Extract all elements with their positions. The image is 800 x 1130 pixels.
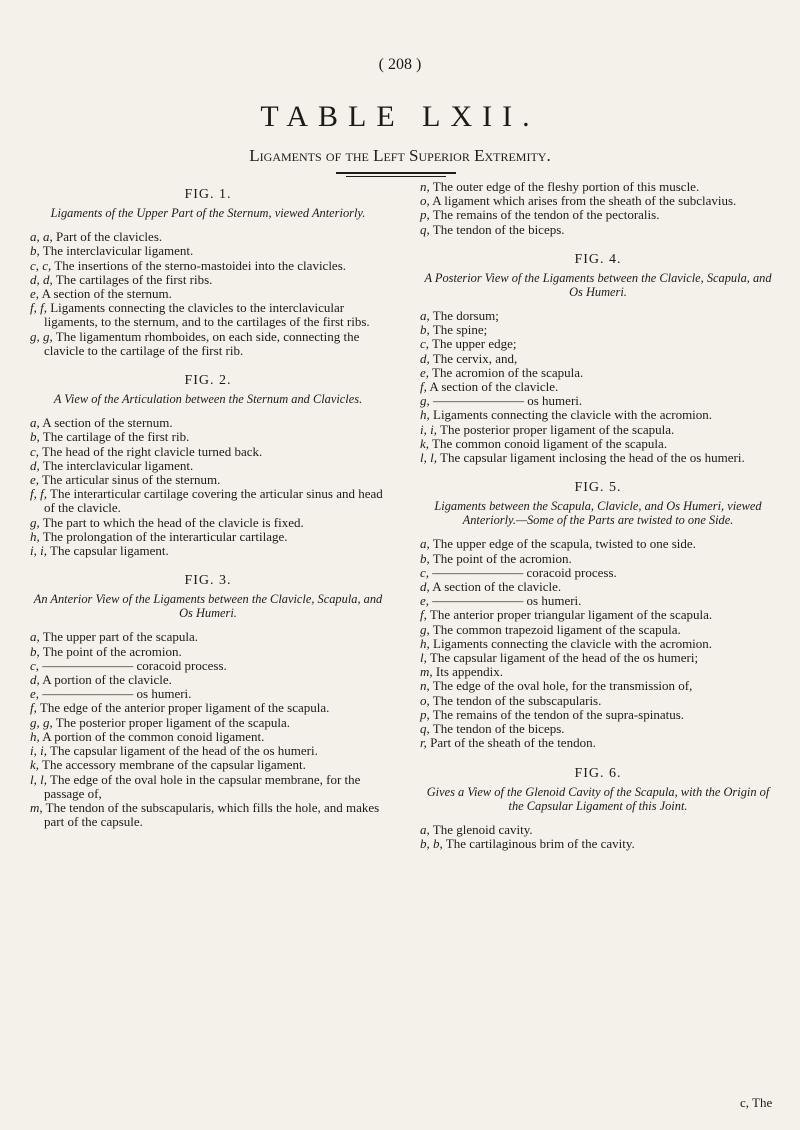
legend-entry <box>420 208 776 222</box>
entry-text: The cartilages of the first ribs. <box>55 271 213 287</box>
entry-label: d, d, <box>30 271 53 287</box>
entry-label: c, c, <box>30 257 52 273</box>
entry-label: d, <box>30 672 40 688</box>
entry-label: h, <box>30 728 40 744</box>
legend-entry <box>30 473 386 487</box>
entry-label: e, <box>420 593 430 609</box>
entry-text: A section of the clavicle. <box>429 379 559 395</box>
legend-entry <box>420 552 776 566</box>
catchword: c, The <box>740 1095 773 1110</box>
entry-label: a, <box>420 821 430 837</box>
legend-entry <box>420 594 776 608</box>
section-spacer <box>30 558 386 566</box>
entry-text: The edge of the anterior proper ligament of the scapula. <box>39 700 330 716</box>
entry-text: The tendon of the biceps. <box>432 721 565 737</box>
entry-text: The posterior proper ligament of the scapula. <box>440 421 675 437</box>
legend-entry <box>30 544 386 558</box>
section-spacer <box>30 829 386 837</box>
legend-entry <box>420 223 776 237</box>
entry-text: The interclavicular ligament. <box>42 243 194 259</box>
entry-text: The cervix, and, <box>432 350 518 366</box>
right-column <box>420 180 776 859</box>
entry-label: a, a, <box>30 229 53 245</box>
figure-heading: FIG. 2. <box>184 373 232 389</box>
legend-entry <box>420 736 776 750</box>
entry-text: The edge of the oval hole in the capsular membrane, for the passage of, <box>44 771 361 801</box>
entry-text: The insertions of the sterno-mastoidei into the clavicles. <box>54 257 347 273</box>
entry-text: The articular sinus of the sternum. <box>42 472 221 488</box>
legend-entry <box>30 730 386 744</box>
title-rule-thin <box>346 176 446 177</box>
entry-text: The acromion of the scapula. <box>432 364 584 380</box>
section-spacer <box>420 751 776 759</box>
entry-text: The cartilage of the first rib. <box>42 429 190 445</box>
title-rule <box>336 172 456 174</box>
entry-label: l, l, <box>420 450 437 466</box>
legend-entry <box>30 416 386 430</box>
legend-entry <box>420 352 776 366</box>
legend-entry <box>30 659 386 673</box>
entry-text: A section of the clavicle. <box>432 579 562 595</box>
entry-label: b, <box>420 322 430 338</box>
figure-heading: FIG. 5. <box>574 480 622 496</box>
legend-entry <box>30 430 386 444</box>
entry-text: Part of the sheath of the tendon. <box>430 735 596 751</box>
entry-label: m, <box>30 799 43 815</box>
legend-entry <box>420 694 776 708</box>
entry-label: e, <box>420 364 430 380</box>
legend-entry <box>420 408 776 422</box>
figure-heading: FIG. 6. <box>574 765 622 781</box>
entry-text: The upper edge; <box>432 336 517 352</box>
entry-text: ——————— coracoid process. <box>42 657 227 673</box>
entry-label: g, g, <box>30 714 53 730</box>
entry-label: e, <box>30 286 40 302</box>
entry-text: Ligaments connecting the clavicle with the acromion. <box>433 635 713 651</box>
entry-label: f, <box>30 700 37 716</box>
entry-label: h, <box>420 407 430 423</box>
entry-text: Part of the clavicles. <box>56 229 163 245</box>
legend-entry <box>420 823 776 837</box>
entry-text: The common trapezoid ligament of the scapula. <box>432 621 681 637</box>
entry-label: a, <box>420 536 430 552</box>
entry-text: The glenoid cavity. <box>432 821 533 837</box>
entry-label: p, <box>420 207 430 223</box>
entry-text: The common conoid ligament of the scapula. <box>432 435 668 451</box>
entry-label: i, i, <box>30 743 47 759</box>
entry-label: f, <box>420 379 427 395</box>
figure-description: Gives a View of the Glenoid Cavity of the Scapula, with the Origin of the Capsular Ligament of this Joint. <box>426 784 770 813</box>
legend-entry <box>30 630 386 644</box>
legend-entry <box>30 230 386 244</box>
figure-description: A View of the Articulation between the Sternum and Clavicles. <box>53 392 363 407</box>
entry-label: i, i, <box>30 543 47 559</box>
entry-text: The remains of the tendon of the pectoralis. <box>432 207 660 223</box>
entry-text: The spine; <box>432 322 488 338</box>
entry-text: The anterior proper triangular ligament of the scapula. <box>429 607 713 623</box>
legend-entry <box>30 716 386 730</box>
entry-label: c, <box>420 336 430 352</box>
entry-label: f, f, <box>30 300 47 316</box>
legend-entry <box>30 801 386 829</box>
legend-entry <box>420 837 776 851</box>
entry-label: a, <box>30 415 40 431</box>
legend-entry <box>420 380 776 394</box>
entry-label: m, <box>420 664 433 680</box>
figure-heading: FIG. 4. <box>574 251 622 267</box>
figure-description: An Anterior View of the Ligaments between the Clavicle, Scapula, and Os Humeri. <box>33 592 383 621</box>
entry-text: The capsular ligament of the head of the os humeri; <box>429 650 699 666</box>
entry-label: d, <box>420 350 430 366</box>
legend-entry <box>420 679 776 693</box>
entry-text: The accessory membrane of the capsular ligament. <box>42 757 306 773</box>
entry-text: ——————— os humeri. <box>432 593 582 609</box>
entry-label: c, <box>420 564 430 580</box>
legend-entry <box>30 673 386 687</box>
legend-entry <box>420 309 776 323</box>
legend-entry <box>420 665 776 679</box>
entry-text: The upper edge of the scapula, twisted to one side. <box>432 536 696 552</box>
entry-label: l, l, <box>30 771 47 787</box>
entry-text: Ligaments connecting the clavicle with the acromion. <box>433 407 713 423</box>
page-number: ( 208 ) <box>378 56 422 73</box>
entry-text: The dorsum; <box>432 308 499 324</box>
legend-entry <box>30 487 386 515</box>
page-title: TABLE LXII. <box>260 100 540 133</box>
entry-text: The capsular ligament. <box>50 543 169 559</box>
entry-label: b, <box>30 643 40 659</box>
entry-text: The tendon of the biceps. <box>432 221 565 237</box>
legend-entry <box>420 580 776 594</box>
legend-entry <box>420 394 776 408</box>
entry-label: g, g, <box>30 328 53 344</box>
legend-entry <box>30 773 386 801</box>
entry-label: d, <box>30 457 40 473</box>
legend-entry <box>420 651 776 665</box>
entry-text: The cartilaginous brim of the cavity. <box>445 835 635 851</box>
entry-label: b, b, <box>420 835 443 851</box>
section-spacer <box>30 358 386 366</box>
entry-label: b, <box>30 243 40 259</box>
entry-label: d, <box>420 579 430 595</box>
legend-entry <box>420 722 776 736</box>
entry-text: The point of the acromion. <box>42 643 182 659</box>
legend-entry <box>30 744 386 758</box>
entry-label: o, <box>420 692 430 708</box>
legend-entry <box>420 623 776 637</box>
entry-text: A section of the sternum. <box>42 415 173 431</box>
entry-text: The posterior proper ligament of the scapula. <box>55 714 291 730</box>
legend-entry <box>420 637 776 651</box>
entry-text: The ligamentum rhomboides, on each side, connecting the clavicle to the cartilage of the first rib. <box>44 328 360 358</box>
entry-text: The part to which the head of the clavicle is fixed. <box>42 514 304 530</box>
page-subtitle: Ligaments of the Left Superior Extremity. <box>249 146 551 165</box>
entry-label: k, <box>30 757 40 773</box>
legend-entry <box>30 301 386 329</box>
legend-entry <box>420 437 776 451</box>
legend-entry <box>420 537 776 551</box>
entry-label: n, <box>420 678 430 694</box>
legend-entry <box>30 445 386 459</box>
entry-text: ——————— os humeri. <box>433 393 583 409</box>
legend-entry <box>420 423 776 437</box>
legend-entry <box>30 701 386 715</box>
entry-text: The outer edge of the fleshy portion of this muscle. <box>432 179 700 194</box>
entry-text: ——————— os humeri. <box>42 686 192 702</box>
legend-entry <box>30 330 386 358</box>
entry-label: g, <box>420 393 430 409</box>
legend-entry <box>30 645 386 659</box>
entry-label: c, <box>30 443 40 459</box>
legend-entry <box>30 758 386 772</box>
entry-label: i, i, <box>420 421 437 437</box>
entry-text: Ligaments connecting the clavicles to the interclavicular ligaments, to the sternum, and to the cartilages of the first ribs. <box>44 300 370 330</box>
legend-entry <box>420 708 776 722</box>
entry-text: The remains of the tendon of the supra-spinatus. <box>432 706 685 722</box>
entry-text: A section of the sternum. <box>41 286 172 302</box>
legend-entry <box>420 451 776 465</box>
figure-description: Ligaments between the Scapula, Clavicle, and Os Humeri, viewed Anteriorly.—Some of the Parts are twisted to one Side. <box>434 499 762 528</box>
entry-label: p, <box>420 706 430 722</box>
legend-entry <box>30 273 386 287</box>
entry-text: The head of the right clavicle turned back. <box>42 443 263 459</box>
entry-text: A ligament which arises from the sheath of the subclavius. <box>432 193 737 209</box>
entry-label: c, <box>30 657 40 673</box>
entry-label: l, <box>420 650 427 666</box>
entry-label: f, <box>420 607 427 623</box>
section-spacer <box>420 237 776 245</box>
legend-entry <box>420 180 776 194</box>
entry-label: o, <box>420 193 430 209</box>
legend-entry <box>420 194 776 208</box>
legend-entry <box>30 259 386 273</box>
entry-label: k, <box>420 435 430 451</box>
legend-entry <box>420 608 776 622</box>
figure-heading: FIG. 3. <box>184 573 232 589</box>
entry-text: Its appendix. <box>435 664 504 680</box>
entry-label: g, <box>30 514 40 530</box>
entry-label: q, <box>420 721 430 737</box>
entry-label: f, f, <box>30 486 47 502</box>
entry-label: b, <box>420 550 430 566</box>
entry-text: A portion of the common conoid ligament. <box>42 728 265 744</box>
section-spacer <box>420 851 776 859</box>
entry-label: a, <box>420 308 430 324</box>
entry-label: q, <box>420 221 430 237</box>
entry-label: h, <box>30 528 40 544</box>
legend-entry <box>420 566 776 580</box>
figure-heading: FIG. 1. <box>184 187 232 202</box>
left-column <box>30 180 386 837</box>
section-spacer <box>420 465 776 473</box>
entry-label: h, <box>420 635 430 651</box>
legend-entry <box>30 287 386 301</box>
entry-label: r, <box>420 735 427 751</box>
legend-entry <box>30 459 386 473</box>
entry-label: g, <box>420 621 430 637</box>
entry-label: n, <box>420 179 430 194</box>
entry-label: e, <box>30 472 40 488</box>
legend-entry <box>30 244 386 258</box>
entry-text: ——————— coracoid process. <box>432 564 617 580</box>
legend-entry <box>420 337 776 351</box>
entry-text: The interclavicular ligament. <box>42 457 194 473</box>
legend-entry <box>30 516 386 530</box>
legend-entry <box>30 530 386 544</box>
entry-text: The upper part of the scapula. <box>42 629 198 645</box>
legend-entry <box>30 687 386 701</box>
legend-entry <box>420 366 776 380</box>
entry-text: The edge of the oval hole, for the transmission of, <box>432 678 693 694</box>
entry-text: The point of the acromion. <box>432 550 572 566</box>
figure-description: A Posterior View of the Ligaments between the Clavicle, Scapula, and Os Humeri. <box>424 271 772 300</box>
entry-text: The capsular ligament of the head of the os humeri. <box>50 743 318 759</box>
entry-text: The prolongation of the interarticular cartilage. <box>42 528 288 544</box>
entry-text: The tendon of the subscapularis, which fills the hole, and makes part of the capsule. <box>44 799 380 830</box>
legend-entry <box>420 323 776 337</box>
entry-text: A portion of the clavicle. <box>42 672 172 688</box>
entry-text: The tendon of the subscapularis. <box>432 692 602 708</box>
entry-text: The interarticular cartilage covering the articular sinus and head of the clavicle. <box>44 486 383 516</box>
figure-description: Ligaments of the Upper Part of the Sternum, viewed Anteriorly. <box>50 206 366 221</box>
entry-label: a, <box>30 629 40 645</box>
entry-text: The capsular ligament inclosing the head of the os humeri. <box>440 450 745 466</box>
entry-label: b, <box>30 429 40 445</box>
entry-label: e, <box>30 686 40 702</box>
